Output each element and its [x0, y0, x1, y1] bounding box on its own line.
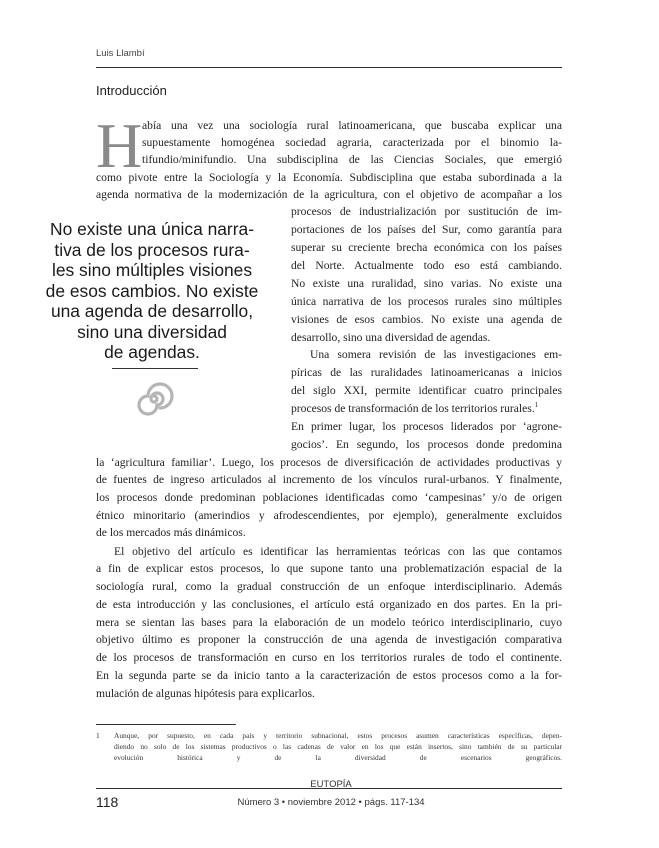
body-line: tifundio/minifundio. Una subdisciplina de las Ciencias Sociales, que emergió [142, 153, 562, 166]
pull-quote-line: de agendas. [104, 342, 200, 362]
body-line: procesos de industrialización por sustitución de im- [291, 205, 562, 218]
footnote-line: Aunque, por supuesto, en cada país y territorio subnacional, estos procesos asumen características específicas, depen- [114, 731, 562, 740]
pull-quote-line: les sino múltiples visiones [51, 260, 253, 280]
footnote-reference: 1 [534, 401, 539, 410]
body-line: a fin de explicar estos procesos, lo que supone tanto una problematización espacial de la [96, 562, 562, 575]
body-line: de esta introducción y las conclusiones, el artículo está organizado en dos partes. En la pri- [96, 598, 562, 611]
running-header-author: Luis Llambí [96, 48, 145, 59]
body-line: agenda normativa de la modernización de la agricultura, con el objetivo de acompañar a los [96, 188, 562, 201]
body-line: supuestamente homogénea sociedad agraria, caracterizada por el binomio la- [142, 136, 562, 149]
header-rule [96, 67, 562, 68]
page-number: 118 [96, 794, 119, 810]
footnote-number: 1 [96, 731, 100, 740]
pull-quote-line: tiva de los procesos rura- [54, 239, 250, 260]
body-line: sociología rural, como la gradual construcción de un enfoque interdisciplinario. Además [96, 580, 562, 593]
body-line: del Norte. Actualmente todo eso está cambiando. [291, 259, 562, 272]
pull-quote-rule [112, 368, 198, 369]
body-line: única narrativa de los procesos rurales sino múltiples [291, 295, 562, 308]
body-line: píricas de las ruralidades latinoamericanas a inicios [291, 366, 562, 379]
body-line: de los mercados más dinámicos. [96, 526, 246, 539]
section-heading: Introducción [96, 83, 167, 98]
body-line: abía una vez una sociología rural latinoamericana, que buscaba explicar una [142, 119, 562, 132]
body-line: objetivo último es proponer la construcción de una agenda de investigación comparativa [96, 633, 562, 646]
footnote-line: diendo no solo de los sistemas productivos o las cadenas de valor en los que están insertos, sino también de su particular [114, 742, 562, 751]
body-line: procesos de transformación de los territorios rurales.$^1$ [291, 401, 539, 415]
footer-rule [96, 788, 562, 789]
footnote-rule [96, 724, 236, 725]
body-line: En la segunda parte se da inicio tanto a la caracterización de estos procesos como a la for- [96, 669, 562, 682]
body-line: portaciones de los países del Sur, como garantía para [291, 223, 562, 236]
drop-cap: H [96, 110, 143, 181]
issue-info: Número 3 • noviembre 2012 • págs. 117-134 [237, 797, 425, 808]
body-line: de los procesos de transformación en curso en los territorios rurales de todo el continente. [96, 651, 562, 664]
pull-quote-line: de esos cambios. No existe [45, 280, 259, 301]
pull-quote-line: No existe una única narra- [50, 219, 254, 239]
body-line: superar su creciente brecha económica con los países [291, 241, 562, 254]
body-line: del siglo XXI, permite identificar cuatro principales [291, 384, 562, 397]
pull-quote-line: sino una diversidad [77, 321, 227, 342]
body-line: como pivote entre la Sociología y la Economía. Subdisciplina que estaba subordinada a la [96, 171, 562, 184]
body-line: visiones de esos cambios. No existe una agenda de [291, 313, 562, 326]
spiral-ornament-icon [134, 379, 174, 419]
footnote-line: evolución histórica y de la diversidad de escenarios geográficos. [114, 753, 562, 762]
body-line: gocios’. En segundo, los procesos donde predomina [291, 438, 562, 451]
pull-quote-line: una agenda de desarrollo, [50, 301, 254, 321]
pull-quote [22, 219, 282, 363]
body-line: desarrollo, sino una diversidad de agendas. [291, 331, 491, 344]
body-line: Una somera revisión de las investigaciones em- [310, 348, 562, 361]
body-line: En primer lugar, los procesos liderados por ‘agrone- [291, 420, 562, 433]
body-line: los procesos donde predominan poblaciones identificadas como ‘campesinas’ y/o de origen [96, 491, 562, 504]
body-line: mulación de algunas hipótesis para explicarlos. [96, 687, 315, 700]
body-line: étnico minoritario (amerindios y afrodescendientes, por ejemplo), generalmente excluidos [96, 509, 562, 522]
body-line-text: procesos de transformación de los territorios rurales [291, 402, 532, 415]
body-line: El objetivo del artículo es identificar las herramientas teóricas con las que contamos [114, 545, 562, 558]
body-line: de fuentes de ingreso articulados al incremento de los vínculos rural-urbanos. Y finalmente, [96, 473, 562, 486]
body-line: mera se sientan las bases para la elaboración de un modelo teórico interdisciplinario, cuyo [96, 616, 562, 629]
body-line: No existe una ruralidad, sino varias. No existe una [291, 277, 562, 290]
body-line: la ‘agricultura familiar’. Luego, los procesos de diversificación de actividades productivas y [96, 456, 562, 469]
journal-name: EUTOPÍA [310, 779, 352, 790]
